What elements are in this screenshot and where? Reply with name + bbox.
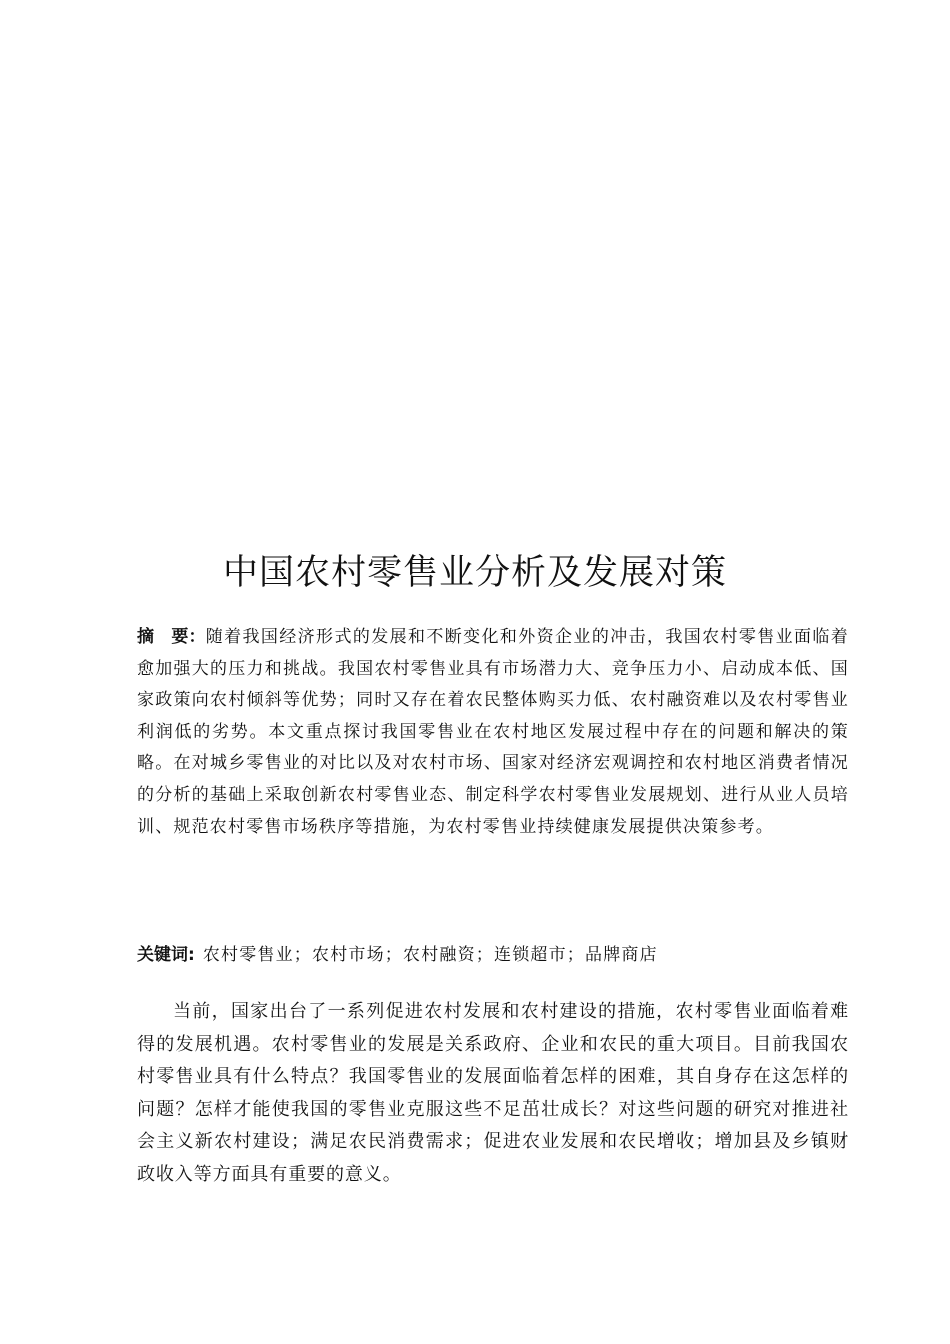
body-paragraph: 当前，国家出台了一系列促进农村发展和农村建设的措施，农村零售业面临着难得的发展机遇。农村零售业的发展是关系政府、企业和农民的重大项目。目前我国农村零售业具有什么特点？我国零售业的发展面临着怎样的困难，其自身存在这怎样的问题？怎样才能使我国的零售业克服这些不足茁壮成长？对这些问题的研究对推进社会主义新农村建设；满足农民消费需求；促进农业发展和农民增收；增加县及乡镇财政收入等方面具有重要的意义。 xyxy=(137,1001,849,1185)
abstract-label: 摘 要： xyxy=(137,627,206,647)
keywords-text: 农村零售业；农村市场；农村融资；连锁超市；品牌商店 xyxy=(202,945,658,965)
abstract-section xyxy=(137,622,849,843)
abstract-text: 随着我国经济形式的发展和不断变化和外资企业的冲击，我国农村零售业面临着愈加强大的压力和挑战。我国农村零售业具有市场潜力大、竞争压力小、启动成本低、国家政策向农村倾斜等优势；同时又存在着农民整体购买力低、农村融资难以及农村零售业利润低的劣势。本文重点探讨我国零售业在农村地区发展过程中存在的问题和解决的策略。在对城乡零售业的对比以及对农村市场、国家对经济宏观调控和农村地区消费者情况的分析的基础上采取创新农村零售业态、制定科学农村零售业发展规划、进行从业人员培训、规范农村零售市场秩序等措施，为农村零售业持续健康发展提供决策参考。 xyxy=(137,627,850,837)
keywords-label: 关键词: xyxy=(137,945,195,965)
document-title: 中国农村零售业分析及发展对策 xyxy=(222,553,727,593)
keywords-section xyxy=(137,940,849,971)
